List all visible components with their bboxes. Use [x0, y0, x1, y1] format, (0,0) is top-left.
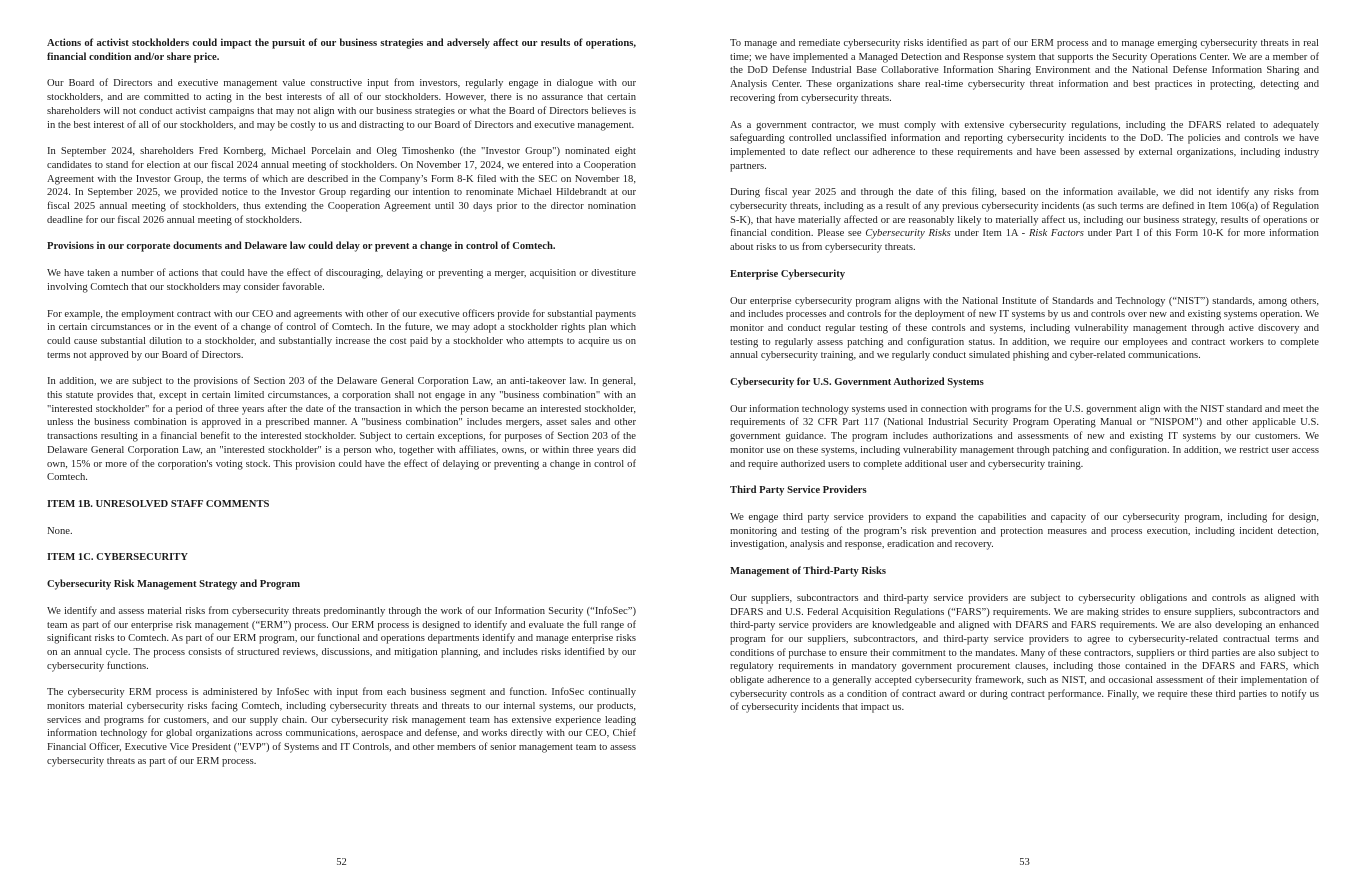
fy2025-text-c: under Part I of this Form 10-K for more information about risks to us from cybersecurity threats. — [730, 228, 1319, 254]
fy2025-italic-risk-factors: Risk Factors — [1028, 228, 1084, 240]
page-number: 52 — [336, 857, 347, 868]
page-number: 53 — [1019, 857, 1030, 868]
heading-item-1b: ITEM 1B. UNRESOLVED STAFF COMMENTS — [47, 498, 270, 510]
paragraph-board-engagement: Our Board of Directors and executive management value constructive input from investors, regularly engage in dialogue with our stockholders, and are committed to acting in the best interests of all of our stockholders. However, there is no assurance that certain shareholders will not conduct activist campaigns that may not align with our business strategies or what the Board of Directors believes is in the best interest of all of our stockholders, and may be costly to us and distracting to our Board of Directors and executive management. — [47, 78, 636, 131]
heading-third-party-providers: Third Party Service Providers — [730, 485, 867, 497]
paragraph-enterprise-cybersecurity: Our enterprise cybersecurity program aligns with the National Institute of Standards and Technology (“NIST”) standards, among others, and includes processes and controls for the deployment of new IT systems by us and controls over new and existing systems operation. We monitor and conduct regular testing of these controls and systems, including vulnerability management through active discovery and testing to regularly assess patching and configuration status. In addition, we require our employees and contract workers to complete annual cybersecurity training, and we regularly conduct simulated phishing and cyber-related communications. — [730, 295, 1319, 362]
paragraph-third-party-risks: Our suppliers, subcontractors and third-party service providers are subject to cybersecurity obligations and controls as aligned with DFARS and U.S. Federal Acquisition Regulations (“FARS”) requirements. We are making strides to ensure suppliers, subcontractors and third-party service providers are knowledgeable and aligned with DFARS and FARS requirements. We are also developing an enhanced program for our suppliers, subcontractors, and third-party service providers to agree to cybersecurity-related contractual terms and conditions of purchase to ensure their commitment to the mandates. Many of these contractors, suppliers or third parties are also subject to regulatory requirements in mandatory government procurement clauses, including those contained in the DFARS and FARS, which obligate adherence to a generally accepted cybersecurity framework, such as NIST, and occasional assessment of their implementation of cybersecurity controls as a condition of contract award or during contract performance. Finally, we require these third parties to notify us of cybersecurity incidents that impact us. — [730, 592, 1319, 714]
fy2025-italic-cyber-risks: Cybersecurity Risks — [865, 228, 951, 240]
page-53 — [730, 0, 1319, 889]
heading-activist-stockholders: Actions of activist stockholders could impact the pursuit of our business strategies and adversely affect our results of operations, financial condition and/or share price. — [47, 38, 636, 63]
heading-enterprise-cybersecurity: Enterprise Cybersecurity — [730, 268, 846, 280]
paragraph-risk-identification: We identify and assess material risks from cybersecurity threats predominantly through the work of our Information Security (“InfoSec”) team as part of our enterprise risk management (“ERM”) process. Our ERM process is designed to identify and evaluate the full range of significant risks to Comtech. As part of our ERM program, our functional and operations departments identify and manage enterprise risks on an annual cycle. The process consists of structured reviews, discussions, and mitigation planning, and includes risks identified by our cybersecurity functions. — [47, 605, 636, 672]
text-none: None. — [47, 525, 73, 537]
heading-item-1c: ITEM 1C. CYBERSECURITY — [47, 552, 188, 564]
paragraph-investor-group: In September 2024, shareholders Fred Kornberg, Michael Porcelain and Oleg Timoshenko (the "Investor Group") nominated eight candidates to stand for election at our fiscal 2024 annual meeting of stockholders. On November 17, 2024, we entered into a Cooperation Agreement with the Investor Group, the terms of which are described in the Company’s Form 8-K filed with the SEC on November 18, 2024. In September 2025, we provided notice to the Investor Group regarding our intention to renominate Michael Hildebrandt at our fiscal 2025 annual meeting of stockholders, thus extending the Cooperation Agreement until 30 days prior to the director nomination deadline for our fiscal 2026 annual meeting of stockholders. — [47, 146, 636, 226]
paragraph-fiscal-2025 — [730, 186, 1319, 255]
heading-third-party-risks: Management of Third-Party Risks — [730, 566, 887, 578]
heading-risk-management: Cybersecurity Risk Management Strategy and Program — [47, 579, 301, 591]
heading-corporate-provisions: Provisions in our corporate documents and Delaware law could delay or prevent a change in control of Comtech. — [47, 241, 556, 253]
page-53-content — [730, 37, 1319, 715]
paragraph-employment-contract: For example, the employment contract with our CEO and agreements with other of our executive officers provide for substantial payments in certain circumstances or in the event of a change of control of Comtech. In the future, we may adopt a stockholder rights plan which could cause substantial dilution to a stockholder, and substantially increase the cost paid by a stockholder who attempts to acquire us on terms not approved by our Board of Directors. — [47, 308, 636, 361]
page-52 — [47, 0, 636, 889]
paragraph-government-contractor: As a government contractor, we must comply with extensive cybersecurity regulations, including the DFARS related to adequately safeguarding controlled unclassified information and reporting cybersecurity incidents to the DoD. The policies and controls we have implemented to date reflect our adherence to these requirements and have been assessed by external organizations, including industry partners. — [730, 119, 1319, 172]
page-52-content — [47, 37, 636, 769]
paragraph-section-203: In addition, we are subject to the provisions of Section 203 of the Delaware General Corporation Law, an anti-takeover law. In general, this statute provides that, except in certain limited circumstances, a corporation shall not engage in any "business combination" with an "interested stockholder" for a period of three years after the date of the transaction in which the person became an interested stockholder, unless the business combination is approved in a prescribed manner. A "business combination" includes mergers, asset sales and other transactions resulting in a financial benefit to the interested stockholder. Subject to certain exceptions, for purposes of Section 203 of the Delaware General Corporation Law, an "interested stockholder" is a person who, together with affiliates, owns, or within three years did own, 15% or more of the corporation's voting stock. This provision could have the effect of delaying or preventing a change in control of Comtech. — [47, 376, 636, 484]
paragraph-government-systems: Our information technology systems used in connection with programs for the U.S. government align with the NIST standard and meet the requirements of 32 CFR Part 117 (National Industrial Security Program Operating Manual or "NISPOM") and other applicable U.S. government guidance. The program includes authorizations and assessments of new and existing IT systems by our customers. We monitor use on these systems, including vulnerability management through patching and configuration. In addition, we restrict user access and require authorized users to complete additional user and cybersecurity training. — [730, 403, 1319, 470]
heading-government-systems: Cybersecurity for U.S. Government Authorized Systems — [730, 377, 984, 389]
fy2025-text-a: During fiscal year 2025 and through the date of this filing, based on the information available, we did not identify any risks from cybersecurity threats, including as a result of any previous cybersecurity incidents (as such terms are defined in Item 106(a) of Regulation S-K), that have materially affected or are reasonably likely to materially affect us, including our business strategy, results of operations or financial condition. Please see — [730, 187, 1319, 240]
paragraph-third-party-providers: We engage third party service providers to expand the capabilities and capacity of our cybersecurity program, including for design, monitoring and testing of the program’s risk prevention and protection measures and process execution, including incident detection, investigation, analysis and response, eradication and recovery. — [730, 511, 1319, 551]
paragraph-mdr-system: To manage and remediate cybersecurity risks identified as part of our ERM process and to manage emerging cybersecurity threats in real time; we have implemented a Managed Detection and Response system that supports the Security Operations Center. We are a member of the DoD Defense Industrial Base Collaborative Information Sharing Environment and the National Defense Information Sharing and Analysis Center. These organizations share real-time cybersecurity threat information and best practices in protecting, detecting and recovering from cybersecurity threats. — [730, 38, 1319, 104]
fy2025-text-b: under Item 1A - — [950, 228, 1029, 240]
paragraph-erm-administration: The cybersecurity ERM process is administered by InfoSec with input from each business segment and function. InfoSec continually monitors material cybersecurity risks facing Comtech, including cybersecurity threats and threats to our internal systems, our products, services and programs for customers, and our supply chain. Our cybersecurity risk management team has extensive experience leading information technology for global organizations across communications, aerospace and defense, and works directly with our CEO, Chief Financial Officer, Executive Vice President ("EVP") of Systems and IT Controls, and other members of senior management team to assess cybersecurity threats as part of our ERM process. — [47, 687, 636, 767]
paragraph-antitakeover-actions: We have taken a number of actions that could have the effect of discouraging, delaying or preventing a merger, acquisition or divestiture involving Comtech that our stockholders may consider favorable. — [47, 268, 636, 293]
